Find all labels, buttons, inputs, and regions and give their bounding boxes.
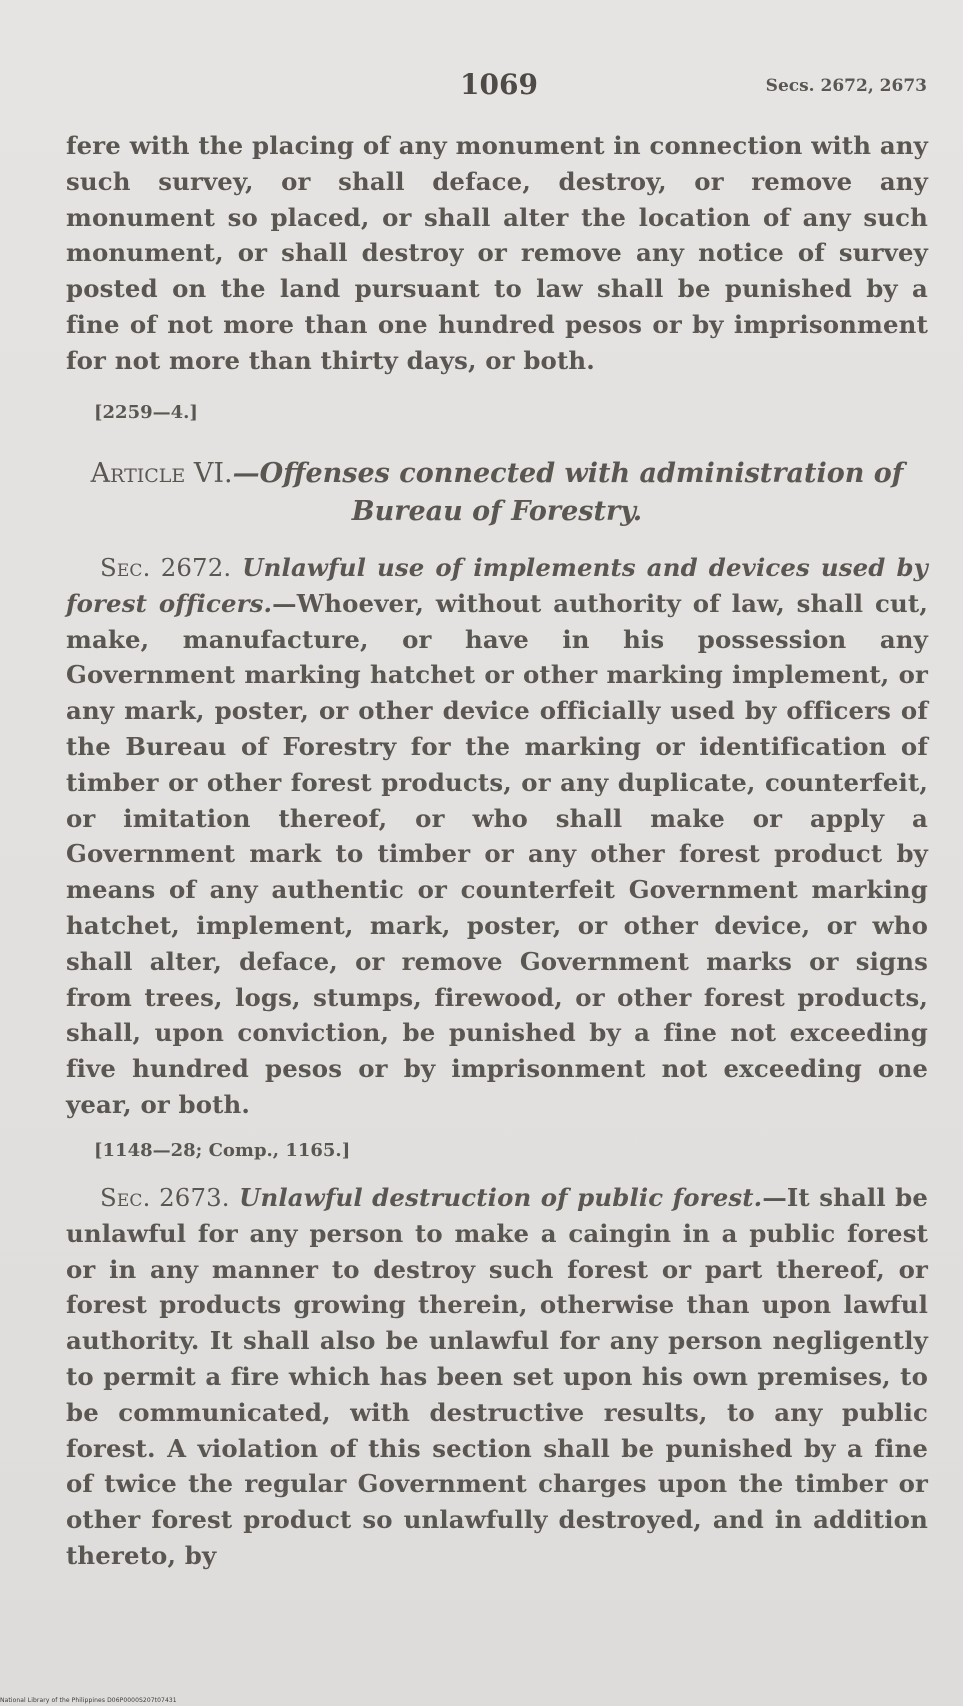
citation: [2259—4.]	[94, 402, 198, 423]
section-body: —It shall be unlawful for any person to make a caingin in a public forest or in any manner to destroy such forest or part thereof, or forest products growing therein, otherwise than upon lawful authority. It shall also be unlawful for any person negligently to permit a fire which has been set upon his own premises, to be communicated, with destructive results, to any public forest. A violation of this section shall be punished by a fine of twice the regular Government charges upon the timber or other forest product so unlawfully destroyed, and in addition thereto, by	[66, 1183, 928, 1570]
footer-watermark: National Library of the Philippines D06P0000S207t07431	[0, 1697, 177, 1704]
article-title: —Offenses connected with administration of Bureau of Forestry.	[232, 458, 904, 527]
section-number: Sec. 2673.	[100, 1183, 230, 1212]
section-title: Unlawful destruction of public forest.	[239, 1183, 763, 1212]
article-heading	[66, 455, 928, 531]
section-2672	[66, 550, 928, 1123]
page-number: 1069	[460, 68, 538, 101]
continued-paragraph: fere with the placing of any monument in connection with any such survey, or shall deface, destroy, or remove any monument so placed, or shall alter the location of any such monument, or shall destroy or remove any notice of survey posted on the land pursuant to law shall be punished by a fine of not more than one hundred pesos or by imprisonment for not more than thirty days, or both.	[66, 131, 928, 375]
section-2673	[66, 1180, 928, 1574]
citation: [1148—28; Comp., 1165.]	[94, 1140, 351, 1161]
section-number: Sec. 2672.	[100, 553, 232, 582]
section-title: Unlawful use of implements and devices used by forest officers.	[66, 553, 928, 618]
article-label: Article VI.	[90, 458, 233, 489]
section-reference: Secs. 2672, 2673	[765, 76, 927, 96]
section-body: —Whoever, without authority of law, shall cut, make, manufacture, or have in his possession any Government marking hatchet or other marking implement, or any mark, poster, or other device officially used by officers of the Bureau of Forestry for the marking or identification of timber or other forest products, or any duplicate, counterfeit, or imitation thereof, or who shall make or apply a Government mark to timber or any other forest product by means of any authentic or counterfeit Government marking hatchet, implement, mark, poster, or other device, or who shall alter, deface, or remove Government marks or signs from trees, logs, stumps, firewood, or other forest products, shall, upon conviction, be punished by a fine not exceeding five hundred pesos or by imprisonment not exceeding one year, or both.	[66, 588, 928, 1119]
